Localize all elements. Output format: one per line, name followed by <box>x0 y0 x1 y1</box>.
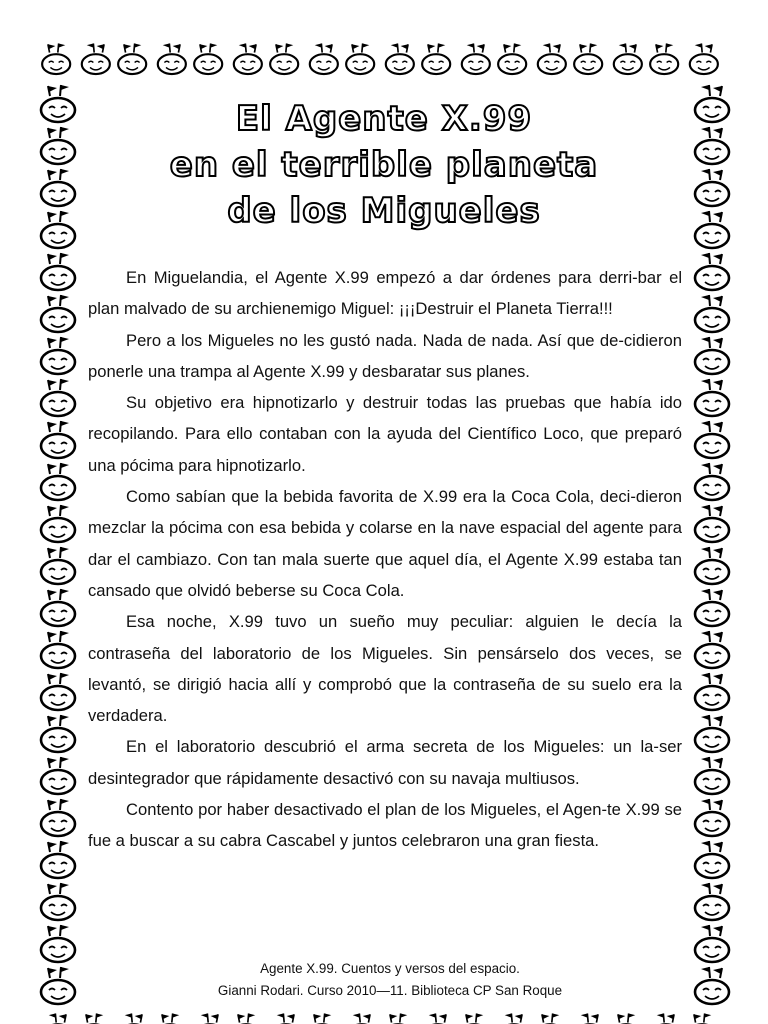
page-footer <box>140 958 640 1002</box>
flag-creature-icon <box>532 34 570 86</box>
flag-creature-icon <box>532 1004 570 1024</box>
flag-creature-icon <box>456 1004 494 1024</box>
flag-creature-icon <box>36 546 82 588</box>
flag-creature-icon <box>36 378 82 420</box>
flag-creature-icon <box>36 798 82 840</box>
flag-creature-icon <box>418 34 456 86</box>
flag-creature-icon <box>36 126 82 168</box>
flag-creature-icon <box>688 378 734 420</box>
flag-creature-icon <box>688 336 734 378</box>
flag-creature-icon <box>114 1004 152 1024</box>
flag-creature-icon <box>646 34 684 86</box>
flag-creature-icon <box>114 34 152 86</box>
flag-creature-icon <box>688 672 734 714</box>
flag-creature-icon <box>190 1004 228 1024</box>
flag-creature-icon <box>304 34 342 86</box>
flag-creature-icon <box>494 34 532 86</box>
story-body <box>88 262 682 857</box>
flag-creature-icon <box>688 882 734 924</box>
flag-creature-icon <box>36 168 82 210</box>
flag-creature-icon <box>76 1004 114 1024</box>
flag-creature-icon <box>36 714 82 756</box>
title-line-2: en el terrible planeta <box>169 145 599 185</box>
story-paragraph: Esa noche, X.99 tuvo un sueño muy peculiar: alguien le decía la contraseña del laboratorio de los Migueles. Sin pensárselo dos veces, se levantó, se dirigió hacia allí y comprobó que la contraseña de su suelo era la verdadera. <box>88 612 682 726</box>
flag-creature-icon <box>36 882 82 924</box>
flag-creature-icon <box>38 1004 76 1024</box>
flag-creature-icon <box>36 840 82 882</box>
flag-creature-icon <box>228 1004 266 1024</box>
flag-creature-icon <box>456 34 494 86</box>
title-line-3: de los Migueles <box>227 191 541 231</box>
flag-creature-icon <box>36 210 82 252</box>
flag-creature-icon <box>688 504 734 546</box>
flag-creature-icon <box>38 34 76 86</box>
flag-creature-icon <box>688 588 734 630</box>
flag-creature-icon <box>684 1004 722 1024</box>
flag-creature-icon <box>570 34 608 86</box>
flag-creature-icon <box>688 798 734 840</box>
flag-creature-icon <box>304 1004 342 1024</box>
flag-creature-icon <box>688 210 734 252</box>
flag-creature-icon <box>688 714 734 756</box>
flag-creature-icon <box>418 1004 456 1024</box>
flag-creature-icon <box>36 966 82 1008</box>
decorative-border-right <box>688 84 734 1014</box>
title-line-1: El Agente X.99 <box>235 99 533 139</box>
flag-creature-icon <box>688 924 734 966</box>
flag-creature-icon <box>36 336 82 378</box>
decorative-border-left <box>36 84 82 1014</box>
flag-creature-icon <box>152 34 190 86</box>
story-paragraph: Contento por haber desactivado el plan de los Migueles, el Agen-te X.99 se fue a buscar a su cabra Cascabel y juntos celebraron una gran fiesta. <box>88 800 682 851</box>
flag-creature-icon <box>646 1004 684 1024</box>
story-paragraph: En Miguelandia, el Agente X.99 empezó a dar órdenes para derri-bar el plan malvado de su archienemigo Miguel: ¡¡¡Destruir el Planeta Tierra!!! <box>88 268 682 319</box>
story-title <box>90 96 678 234</box>
flag-creature-icon <box>36 504 82 546</box>
flag-creature-icon <box>684 34 722 86</box>
flag-creature-icon <box>688 840 734 882</box>
flag-creature-icon <box>688 462 734 504</box>
flag-creature-icon <box>36 84 82 126</box>
flag-creature-icon <box>266 34 304 86</box>
flag-creature-icon <box>688 84 734 126</box>
flag-creature-icon <box>688 126 734 168</box>
flag-creature-icon <box>190 34 228 86</box>
flag-creature-icon <box>342 34 380 86</box>
footer-line-2: Gianni Rodari. Curso 2010—11. Biblioteca CP San Roque <box>217 983 563 998</box>
story-paragraph: Su objetivo era hipnotizarlo y destruir todas las pruebas que había ido recopilando. Para ello contaban con la ayuda del Científico Loco, que preparó una pócima para hipnotizarlo. <box>88 393 682 475</box>
footer-line-1: Agente X.99. Cuentos y versos del espacio. <box>260 961 520 976</box>
flag-creature-icon <box>688 756 734 798</box>
flag-creature-icon <box>380 34 418 86</box>
flag-creature-icon <box>228 34 266 86</box>
story-paragraph: En el laboratorio descubrió el arma secreta de los Migueles: un la-ser desintegrador que rápidamente desactivó con su navaja multiusos. <box>88 737 682 788</box>
flag-creature-icon <box>494 1004 532 1024</box>
flag-creature-icon <box>608 34 646 86</box>
flag-creature-icon <box>36 630 82 672</box>
flag-creature-icon <box>36 294 82 336</box>
flag-creature-icon <box>36 462 82 504</box>
flag-creature-icon <box>152 1004 190 1024</box>
flag-creature-icon <box>570 1004 608 1024</box>
decorative-border-top <box>38 34 730 86</box>
flag-creature-icon <box>688 252 734 294</box>
flag-creature-icon <box>688 168 734 210</box>
story-paragraph: Como sabían que la bebida favorita de X.99 era la Coca Cola, deci-dieron mezclar la pócima con esa bebida y colarse en la nave espacial del agente para dar el cambiazo. Con tan mala suerte que aquel día, el Agente X.99 estaba tan cansado que olvidó beberse su Coca Cola. <box>88 487 682 600</box>
flag-creature-icon <box>266 1004 304 1024</box>
flag-creature-icon <box>688 420 734 462</box>
story-paragraph: Pero a los Migueles no les gustó nada. Nada de nada. Así que de-cidieron ponerle una trampa al Agente X.99 y desbaratar sus planes. <box>88 330 682 381</box>
flag-creature-icon <box>688 630 734 672</box>
flag-creature-icon <box>36 756 82 798</box>
flag-creature-icon <box>36 420 82 462</box>
flag-creature-icon <box>36 252 82 294</box>
flag-creature-icon <box>380 1004 418 1024</box>
flag-creature-icon <box>36 924 82 966</box>
flag-creature-icon <box>688 294 734 336</box>
flag-creature-icon <box>608 1004 646 1024</box>
flag-creature-icon <box>342 1004 380 1024</box>
flag-creature-icon <box>76 34 114 86</box>
flag-creature-icon <box>688 546 734 588</box>
flag-creature-icon <box>36 672 82 714</box>
decorative-border-bottom <box>38 1004 730 1024</box>
flag-creature-icon <box>36 588 82 630</box>
flag-creature-icon <box>688 966 734 1008</box>
